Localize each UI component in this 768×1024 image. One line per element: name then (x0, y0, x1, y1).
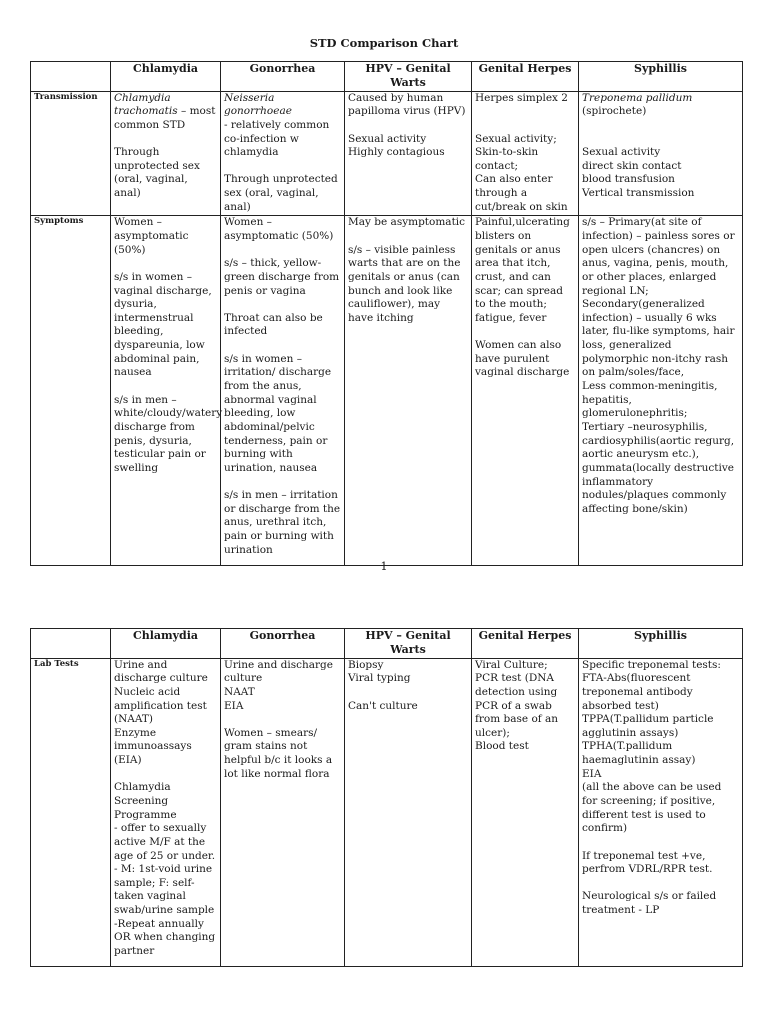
cell-text: Caused by human papilloma virus (HPV) Sexual activity Highly contagious (348, 91, 466, 159)
cell-text: Viral Culture; PCR test (DNA detection using PCR of a swab from base of an ulcer); Blood test (475, 658, 559, 753)
page-title: STD Comparison Chart (309, 36, 459, 50)
cell-text: Urine and discharge culture NAAT EIA Women – smears/ gram stains not helpful b/c it looks a lot like normal flora (224, 658, 333, 780)
page-number: 1 (380, 560, 388, 573)
header-syphilis: Syphillis (579, 62, 743, 92)
table-row-lab-tests (31, 658, 743, 966)
header-hpv: HPV – Genital Warts (345, 62, 472, 92)
table-row-transmission (31, 91, 743, 216)
row-label-symptoms: Symptoms (31, 216, 111, 566)
cell-transmission-herpes (472, 91, 579, 216)
header-gonorrhea: Gonorrhea (221, 629, 345, 659)
cell-text: (spirochete) Sexual activity direct skin contact blood transfusion Vertical transmission (582, 105, 695, 200)
cell-text: s/s – Primary(at site of infection) – painless sores or open ulcers (chancres) on anus, vagina, penis, mouth, or other places, enlarged regional LN; Secondary(generalized infection) – usually 6 wks later, flu-like symptoms, hair loss, generalized polymorphic non-itchy rash on palm/soles/face, Less common-meningitis, hepatitis, glomerulonephritis; Tertiary –neurosyphilis, cardiosyphilis(aortic regurg, aortic aneurysm etc.), gummata(locally destructive inflammatory nodules/plaques commonly affecting bone/skin) (582, 216, 735, 515)
cell-text: Urine and discharge culture Nucleic acid amplification test (NAAT) Enzyme immunoassays (EIA) Chlamydia Screening Programme - offer to sexually active M/F at the age of 25 or under. - M: 1st-void urine sample; F: self-taken vaginal swab/urine sample -Repeat annually OR when changing partner (114, 658, 216, 958)
cell-transmission-syphilis (579, 91, 743, 216)
header-blank (31, 629, 111, 659)
header-hpv: HPV – Genital Warts (345, 629, 472, 659)
header-herpes: Genital Herpes (472, 629, 579, 659)
cell-text: May be asymptomatic s/s – visible painless warts that are on the genitals or anus (can bunch and look like cauliflower), may have itching (348, 216, 466, 324)
comparison-table-bottom (30, 628, 743, 967)
cell-text: - relatively common co-infection w chlamydia Through unprotected sex (oral, vaginal, anal) (224, 118, 338, 213)
cell-lab-chlamydia (111, 658, 221, 966)
cell-symptoms-syphilis (579, 216, 743, 566)
organism-name: Neisseria gonorrhoeae (224, 91, 292, 118)
comparison-table-top (30, 61, 743, 566)
cell-text: Women – asymptomatic (50%) s/s – thick, yellow-green discharge from penis or vagina Throat can also be infected s/s in women – irritation/ discharge from the anus, abnormal vaginal bleeding, low abdominal/pelvic tenderness, pain or burning with urination, nausea s/s in men – irritation or discharge from the anus, urethral itch, pain or burning with urination (224, 216, 341, 556)
cell-text: Specific treponemal tests: FTA-Abs(fluorescent treponemal antibody absorbed test) TPPA(T.pallidum particle agglutinin assays) TPHA(T.pallidum haemaglutinin assay) EIA (all the above can be used for screening; if positive, different test is used to confirm) If treponemal test +ve, perfrom VDRL/RPR test. Neurological s/s or failed treatment - LP (582, 658, 722, 917)
cell-symptoms-herpes (472, 216, 579, 566)
cell-transmission-hpv (345, 91, 472, 216)
header-chlamydia: Chlamydia (111, 629, 221, 659)
cell-lab-hpv (345, 658, 472, 966)
row-label-lab-tests: Lab Tests (31, 658, 111, 966)
cell-transmission-gonorrhea (221, 91, 345, 216)
organism-name: Treponema pallidum (582, 91, 693, 104)
cell-text: Painful,ulcerating blisters on genitals or anus area that itch, crust, and can scar; can spread to the mouth; fatigue, fever Women can also have purulent vaginal discharge (475, 216, 570, 379)
cell-transmission-chlamydia (111, 91, 221, 216)
cell-symptoms-gonorrhea (221, 216, 345, 566)
table-row-symptoms (31, 216, 743, 566)
header-chlamydia: Chlamydia (111, 62, 221, 92)
row-label-transmission: Transmission (31, 91, 111, 216)
cell-lab-syphilis (579, 658, 743, 966)
cell-text: Women – asymptomatic (50%) s/s in women – vaginal discharge, dysuria, intermenstrual bleeding, dyspareunia, low abdominal pain, nausea s/s in men – white/cloudy/watery discharge from penis, dysuria, testicular pain or swelling (114, 216, 223, 474)
cell-lab-herpes (472, 658, 579, 966)
cell-lab-gonorrhea (221, 658, 345, 966)
header-blank (31, 62, 111, 92)
cell-text: – most common STD Through unprotected sex (oral, vaginal, anal) (114, 105, 216, 200)
header-gonorrhea: Gonorrhea (221, 62, 345, 92)
header-row (31, 62, 743, 92)
cell-symptoms-hpv (345, 216, 472, 566)
cell-text: Herpes simplex 2 Sexual activity; Skin-to-skin contact; Can also enter through a cut/break on skin (475, 91, 568, 213)
header-row (31, 629, 743, 659)
cell-symptoms-chlamydia (111, 216, 221, 566)
cell-text: Biopsy Viral typing Can't culture (348, 658, 418, 712)
header-herpes: Genital Herpes (472, 62, 579, 92)
organism-name: Chlamydia trachomatis (114, 91, 178, 118)
header-syphilis: Syphillis (579, 629, 743, 659)
